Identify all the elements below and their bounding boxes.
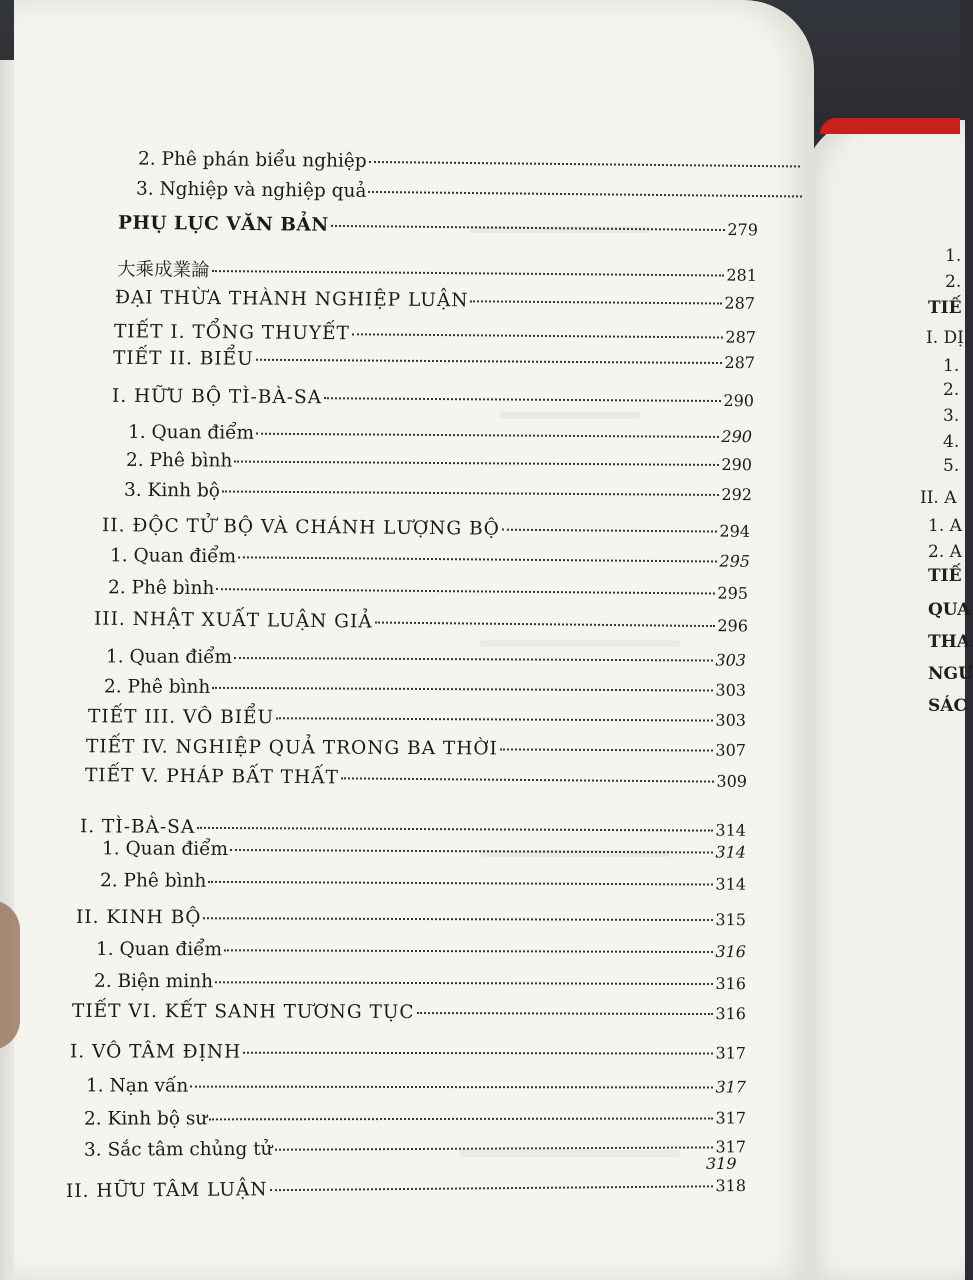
- toc-label: II. ĐỘC TỬ BỘ VÀ CHÁNH LƯỢNG BỘ: [101, 515, 500, 540]
- show-through: [470, 226, 650, 233]
- toc-leader: [224, 949, 713, 953]
- toc-label: 大乘成業論: [116, 259, 210, 282]
- toc-page: 294: [719, 521, 751, 541]
- toc-leader: [215, 981, 713, 985]
- toc-label: 2. Phê bình: [107, 577, 215, 600]
- toc-leader: [352, 333, 724, 338]
- toc-label: TIẾT II. BIỂU: [112, 347, 254, 370]
- toc-row: [94, 971, 746, 994]
- toc-leader: [208, 881, 713, 886]
- toc-page: 318: [715, 1176, 747, 1196]
- toc-leader: [234, 657, 713, 662]
- toc-row: [88, 706, 746, 730]
- facing-line: 2. A: [928, 542, 962, 562]
- toc-row: [117, 255, 757, 287]
- toc-leader: [368, 191, 802, 198]
- show-through: [480, 850, 670, 857]
- toc-page: 292: [721, 484, 753, 505]
- toc-label: 3. Nghiệp và nghiệp quả: [135, 178, 367, 202]
- toc-leader: [209, 1117, 713, 1120]
- toc-row: [76, 907, 746, 930]
- toc-row: [115, 287, 755, 314]
- toc-row: [136, 179, 804, 207]
- facing-line: 2.: [945, 272, 962, 292]
- toc-page: 290: [721, 454, 753, 475]
- toc-label: 2. Phê phán biểu nghiệp: [137, 148, 367, 172]
- toc-row: [66, 1175, 746, 1202]
- toc-page: 319: [706, 1154, 737, 1173]
- toc-page: 296: [717, 616, 749, 636]
- toc-row: [94, 609, 748, 637]
- toc-row: [80, 816, 746, 840]
- toc-label: III. NHẬT XUẤT LUẬN GIẢ: [93, 608, 373, 633]
- toc-page: 287: [724, 293, 756, 313]
- toc-label: 2. Phê bình: [103, 676, 211, 698]
- toc-row: [126, 450, 752, 475]
- toc-row: [112, 386, 754, 411]
- toc-label: 1. Quan điểm: [105, 646, 233, 668]
- toc-leader: [369, 161, 800, 168]
- facing-line: 1.: [945, 246, 962, 266]
- toc-label: TIẾT IV. NGHIỆP QUẢ TRONG BA THỜI: [85, 736, 498, 760]
- toc-label: 2. Phê bình: [125, 449, 233, 472]
- toc-row: [102, 515, 750, 542]
- toc-row: [118, 213, 758, 241]
- toc-label: 1. Quan điểm: [101, 838, 229, 860]
- toc-label: II. KINH BỘ: [75, 906, 202, 929]
- toc-page: 315: [715, 910, 747, 930]
- facing-line: TIẾ: [928, 298, 962, 318]
- show-through: [500, 412, 640, 419]
- show-through: [480, 640, 680, 647]
- toc-label: I. VÔ TÂM ĐỊNH: [69, 1041, 242, 1063]
- toc-page: 290: [721, 426, 753, 447]
- toc-page: 314: [715, 820, 747, 840]
- toc-row: [100, 870, 746, 894]
- toc-page: 316: [715, 1004, 747, 1024]
- toc-page: 281: [726, 265, 758, 285]
- toc-page: 307: [715, 740, 747, 760]
- toc-leader: [500, 748, 714, 751]
- facing-line: QUA: [928, 600, 971, 620]
- toc-label: TIẾT VI. KẾT SANH TƯƠNG TỤC: [71, 1000, 415, 1024]
- toc-row: [108, 577, 748, 604]
- toc-label: TIẾT V. PHÁP BẤT THẤT: [84, 765, 339, 789]
- toc-page: 309: [716, 771, 748, 791]
- facing-line: 1. A: [928, 516, 962, 536]
- toc-row: [84, 1136, 746, 1160]
- toc-label: TIẾT I. TỔNG THUYẾT: [113, 321, 351, 345]
- toc-page: 317: [715, 1043, 747, 1063]
- toc-label: TIẾT III. VÔ BIỂU: [87, 706, 275, 729]
- toc-page: 316: [715, 974, 747, 994]
- toc-page: 317: [715, 1077, 747, 1097]
- toc-leader: [324, 397, 721, 402]
- toc-leader: [203, 917, 713, 921]
- toc-label: PHỤ LỤC VĂN BẢN: [117, 212, 329, 236]
- toc-row: [104, 676, 746, 700]
- toc-leader: [216, 588, 715, 594]
- toc-row: [106, 646, 746, 670]
- facing-line: 4.: [943, 432, 960, 452]
- toc-page: 290: [723, 391, 755, 411]
- toc-row: [86, 736, 746, 760]
- toc-label: 1. Quan điểm: [109, 545, 237, 568]
- show-through: [460, 1150, 680, 1157]
- toc-label: 2. Kinh bộ sư: [83, 1108, 208, 1130]
- toc-row: [128, 422, 752, 447]
- toc-leader: [375, 622, 716, 628]
- toc-page: 279: [727, 220, 759, 240]
- toc-page: 295: [717, 583, 749, 603]
- toc-leader: [211, 270, 724, 276]
- toc-row: [113, 348, 755, 373]
- toc-leader: [256, 359, 723, 364]
- toc-label: I. TÌ-BÀ-SA: [79, 816, 196, 838]
- toc-row: [86, 1075, 746, 1097]
- toc-page: 314: [715, 874, 747, 894]
- toc-row: [84, 1107, 746, 1129]
- toc-leader: [234, 461, 719, 466]
- toc-row: [96, 939, 746, 962]
- toc-label: 2. Biện minh: [93, 970, 214, 993]
- facing-line: TIẾ: [928, 566, 962, 586]
- toc-leader: [222, 490, 719, 495]
- facing-line: I. DỊ: [926, 328, 964, 348]
- toc-row: [110, 545, 750, 572]
- toc-leader: [238, 556, 717, 562]
- toc-leader: [212, 687, 713, 692]
- toc-label: 2. Phê bình: [99, 870, 207, 892]
- toc-leader: [341, 777, 715, 782]
- toc-page: 303: [715, 680, 747, 700]
- toc-leader: [276, 717, 713, 721]
- facing-line: 2.: [943, 380, 960, 400]
- toc-label: 3. Sắc tâm chủng tử: [83, 1138, 273, 1161]
- toc-page: 303: [715, 710, 747, 730]
- toc-leader: [190, 1086, 713, 1089]
- toc-page: 317: [715, 1137, 747, 1157]
- facing-line: 3.: [943, 406, 960, 426]
- toc-page: 314: [715, 842, 747, 862]
- toc-row: [85, 765, 747, 792]
- toc-leader: [197, 827, 713, 832]
- facing-line: SÁC: [928, 696, 967, 716]
- toc-label: ĐẠI THỪA THÀNH NGHIỆP LUẬN: [114, 287, 469, 312]
- toc-leader: [256, 433, 719, 438]
- toc-label: II. HỮU TÂM LUẬN: [65, 1179, 268, 1202]
- toc-leader: [502, 529, 718, 533]
- toc-label: 1. Nạn vấn: [85, 1075, 189, 1097]
- toc-page: 287: [724, 353, 756, 373]
- toc-page: 287: [725, 327, 757, 347]
- toc-leader: [270, 1185, 714, 1191]
- facing-page: [805, 120, 965, 1280]
- facing-line: 1.: [943, 356, 960, 376]
- toc-row: [70, 1041, 746, 1063]
- toc-row: [124, 480, 752, 505]
- toc-label: 3. Kinh bộ: [123, 479, 221, 502]
- facing-line: 5.: [943, 456, 960, 476]
- toc-leader: [417, 1012, 714, 1015]
- toc-label: I. HỮU BỘ TÌ-BÀ-SA: [111, 385, 323, 409]
- toc-row: [138, 149, 802, 177]
- toc-page: 316: [715, 942, 747, 962]
- facing-line: THA: [928, 632, 970, 652]
- toc-trailing-page: [706, 1154, 746, 1173]
- toc-page: 295: [719, 551, 751, 571]
- toc-leader: [470, 300, 722, 304]
- toc-row: [114, 321, 756, 348]
- toc-label: 1. Quan điểm: [95, 938, 223, 961]
- toc-label: 1. Quan điểm: [127, 421, 255, 444]
- facing-line: II. A: [920, 488, 957, 508]
- toc-page: 317: [715, 1108, 747, 1128]
- red-bookmark: [820, 118, 960, 134]
- toc-page: 303: [715, 650, 747, 670]
- toc-row: [72, 1001, 746, 1024]
- toc-leader: [243, 1052, 713, 1055]
- facing-line: NGƯ: [928, 664, 973, 684]
